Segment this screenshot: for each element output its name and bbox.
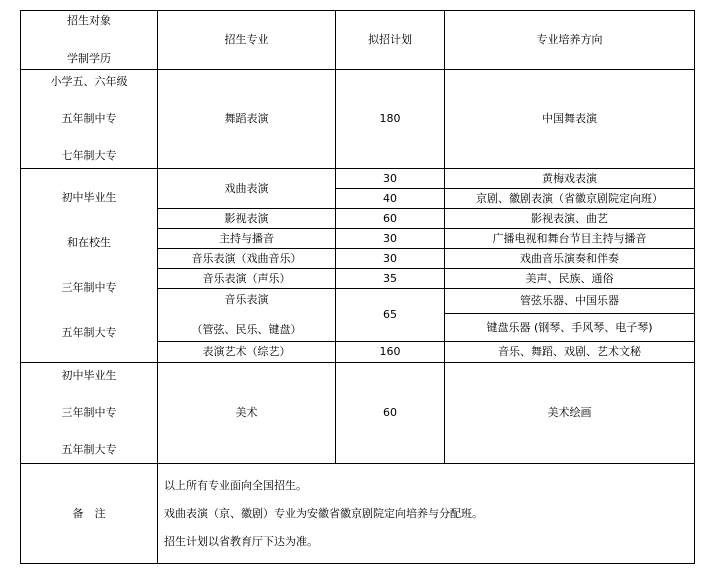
major-cell: 影视表演 <box>158 209 336 229</box>
group2-target-line: 和在校生 <box>67 235 111 249</box>
plan-cell: 30 <box>336 229 445 249</box>
plan-cell: 35 <box>336 269 445 289</box>
group2-target <box>21 169 158 363</box>
plan-cell: 30 <box>336 249 445 269</box>
header-plan: 拟招计划 <box>336 11 445 70</box>
direction-cell: 戏曲音乐演奏和伴奏 <box>445 249 695 269</box>
header-row <box>21 11 695 70</box>
header-target <box>21 11 158 70</box>
major-cell: 主持与播音 <box>158 229 336 249</box>
direction-cell: 黄梅戏表演 <box>445 169 695 189</box>
group2-target-line: 三年制中专 <box>61 281 117 295</box>
group1-major: 舞蹈表演 <box>158 70 336 169</box>
group3-target-line: 初中毕业生 <box>61 369 117 382</box>
note-line: 戏曲表演（京、徽剧）专业为安徽省徽京剧院定向培养与分配班。 <box>164 506 483 520</box>
group1-target <box>21 70 158 169</box>
notes-content <box>158 464 695 564</box>
group1-plan: 180 <box>336 70 445 169</box>
direction-cell: 管弦乐器、中国乐器 <box>445 289 695 314</box>
notes-label: 备 注 <box>21 464 158 564</box>
major-opera: 戏曲表演 <box>158 169 336 209</box>
group3-target-line: 三年制中专 <box>61 406 117 419</box>
major-line: 音乐表演 <box>224 293 269 306</box>
major-line: （管弦、民乐、键盘） <box>191 323 302 336</box>
note-line: 招生计划以省教育厅下达为准。 <box>164 534 318 548</box>
admissions-plan-table <box>20 10 695 564</box>
group1-target-line: 小学五、六年级 <box>50 75 128 88</box>
notes-row <box>21 464 695 564</box>
plan-cell: 40 <box>336 189 445 209</box>
plan-cell: 30 <box>336 169 445 189</box>
group1-target-line: 七年制大专 <box>61 149 117 162</box>
note-line: 以上所有专业面向全国招生。 <box>164 478 307 492</box>
group3-target <box>21 363 158 464</box>
group3-direction: 美术绘画 <box>445 363 695 464</box>
table-row <box>21 70 695 169</box>
plan-cell: 60 <box>336 209 445 229</box>
header-major: 招生专业 <box>158 11 336 70</box>
group1-target-line: 五年制中专 <box>61 112 117 125</box>
direction-cell: 京剧、徽剧表演（省徽京剧院定向班） <box>445 189 695 209</box>
table-row <box>21 363 695 464</box>
direction-cell: 广播电视和舞台节目主持与播音 <box>445 229 695 249</box>
major-cell: 表演艺术（综艺） <box>158 342 336 363</box>
group3-target-line: 五年制大专 <box>61 443 117 456</box>
group2-target-line: 初中毕业生 <box>61 190 117 204</box>
group3-plan: 60 <box>336 363 445 464</box>
major-cell: 音乐表演（戏曲音乐） <box>158 249 336 269</box>
table-row <box>21 169 695 189</box>
direction-cell: 美声、民族、通俗 <box>445 269 695 289</box>
group2-target-line: 五年制大专 <box>61 326 117 340</box>
group1-direction: 中国舞表演 <box>445 70 695 169</box>
major-music-instruments <box>158 289 336 342</box>
group3-major: 美术 <box>158 363 336 464</box>
plan-cell: 65 <box>336 289 445 342</box>
direction-cell: 影视表演、曲艺 <box>445 209 695 229</box>
direction-cell: 音乐、舞蹈、戏剧、艺术文秘 <box>445 342 695 363</box>
header-direction: 专业培养方向 <box>445 11 695 70</box>
major-cell: 音乐表演（声乐） <box>158 269 336 289</box>
direction-cell: 键盘乐器 (钢琴、手风琴、电子琴) <box>445 314 695 342</box>
header-target-line1: 招生对象 <box>67 14 111 27</box>
header-target-line2: 学制学历 <box>67 52 111 65</box>
plan-cell: 160 <box>336 342 445 363</box>
